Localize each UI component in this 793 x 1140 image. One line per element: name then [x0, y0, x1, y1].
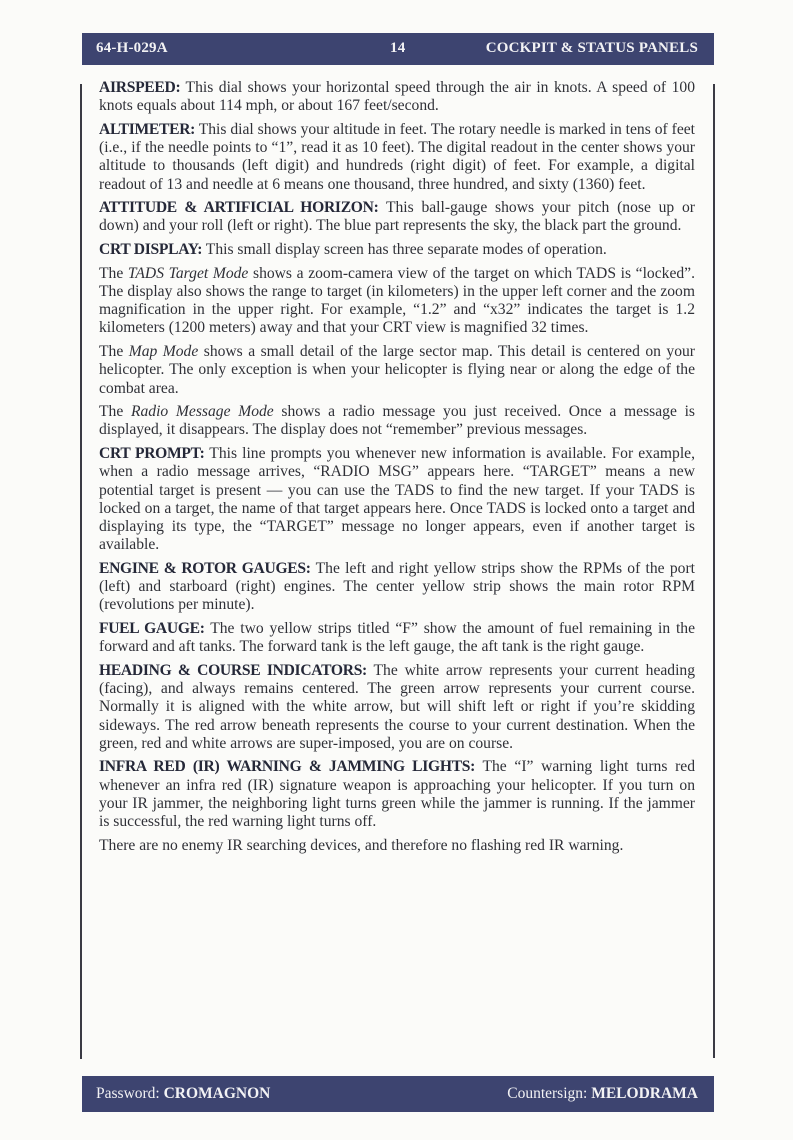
paragraph-fuel-gauge — [99, 620, 695, 656]
left-margin-rule — [80, 84, 82, 1059]
page-footer — [82, 1076, 714, 1112]
term-attitude: ATTITUDE & ARTIFICIAL HORIZON: — [99, 199, 379, 217]
paragraph-ir-warning — [99, 758, 695, 831]
mode-name-tads: TADS Target Mode — [127, 264, 249, 282]
term-airspeed: AIRSPEED: — [99, 79, 181, 96]
paragraph-tads-mode — [99, 265, 695, 338]
paragraph-text: The “I” warning light turns red whenever an infra red (IR) signature weapon is approaching your helicopter. If you turn on your IR jammer, the neighboring light turns green while the jammer is running. If the jammer is successful, the red warning light turns off. — [99, 758, 695, 831]
paragraph-text: The two yellow strips titled “F” show the amount of fuel remaining in the forward and aft tanks. The forward tank is the left gauge, the aft tank is the right gauge. — [99, 619, 696, 656]
paragraph-text: This dial shows your altitude in feet. The rotary needle is marked in tens of feet (i.e., if the needle points to “1”, read it as 10 feet). The digital readout in the center shows your altitude to thousands (left digit) and hundreds (right digit) of feet. For example, a digital readout of 13 and needle at 6 means one thousand, three hundred, and sixty (1360) feet. — [99, 120, 695, 193]
paragraph-heading-course — [99, 662, 695, 753]
password-line — [96, 1085, 270, 1103]
paragraph-lead: The — [99, 343, 129, 361]
paragraph-text: This ball-gauge shows your pitch (nose up or down) and your roll (left or right). The blue part represents the sky, the black part the ground. — [99, 199, 695, 235]
paragraph-attitude — [99, 199, 695, 235]
term-crt-prompt: CRT PROMPT: — [99, 445, 205, 463]
countersign-value: MELODRAMA — [591, 1085, 698, 1102]
paragraph-text: shows a zoom-camera view of the target on which TADS is “locked”. The display also shows the range to target (in kilometers) in the upper left corner and the zoom magnification in the upper right. For example, “1.2” and “x32” indicates the target is 1.2 kilometers (1200 meters) away and that your CRT view is magnified 32 times. — [99, 264, 695, 337]
page-header — [82, 33, 714, 65]
paragraph-text: shows a small detail of the large sector map. This detail is centered on your helicopter. The only exception is when your helicopter is flying near or along the edge of the combat area. — [99, 343, 695, 397]
paragraph-text: There are no enemy IR searching devices, and therefore no flashing red IR warning. — [99, 836, 624, 854]
paragraph-engine-rotor — [99, 560, 695, 615]
mode-name-radio: Radio Message Mode — [130, 403, 274, 421]
term-altimeter: ALTIMETER: — [99, 120, 196, 138]
term-heading-course: HEADING & COURSE INDICATORS: — [99, 661, 367, 679]
paragraph-crt-display — [99, 241, 695, 259]
mode-name-map: Map Mode — [128, 343, 199, 361]
password-label: Password: — [96, 1085, 164, 1102]
paragraph-map-mode — [99, 343, 695, 398]
countersign-label: Countersign: — [507, 1085, 592, 1102]
paragraph-radio-mode — [99, 403, 695, 439]
paragraph-lead: The — [99, 264, 128, 282]
term-ir-warning: INFRA RED (IR) WARNING & JAMMING LIGHTS: — [99, 758, 476, 776]
paragraph-text: This small display screen has three separate modes of operation. — [202, 241, 607, 259]
password-value: CROMAGNON — [163, 1085, 271, 1102]
paragraph-text: This line prompts you whenever new information is available. For example, when a radio message arrives, “RADIO MSG” appears here. “TARGET” means a new potential target is present — you can use the TADS to find the new target. If your TADS is locked on a target, the name of that target appears here. Once TADS is locked onto a target and displaying its type, the “TARGET” message no longer appears, even if another target is available. — [99, 445, 695, 554]
paragraph-lead: The — [99, 403, 131, 421]
paragraph-ir-note — [99, 837, 695, 855]
right-margin-rule — [713, 84, 715, 1058]
paragraph-text: The left and right yellow strips show the RPMs of the port (left) and starboard (right) engines. The center yellow strip shows the main rotor RPM (revolutions per minute). — [99, 559, 695, 614]
countersign-line — [507, 1085, 698, 1103]
term-crt-display: CRT DISPLAY: — [99, 241, 203, 259]
page-number: 14 — [390, 40, 406, 56]
section-title: COCKPIT & STATUS PANELS — [485, 40, 698, 56]
body-text — [99, 79, 695, 860]
term-engine-rotor: ENGINE & ROTOR GAUGES: — [99, 559, 311, 577]
term-fuel-gauge: FUEL GAUGE: — [99, 619, 205, 637]
paragraph-text: shows a radio message you just received. Once a message is displayed, it disappears. The display does not “remember” previous messages. — [99, 403, 695, 439]
paragraph-crt-prompt — [99, 445, 695, 554]
document-code: 64-H-029A — [96, 40, 168, 56]
paragraph-airspeed — [99, 79, 695, 115]
paragraph-text: This dial shows your horizontal speed through the air in knots. A speed of 100 knots equals about 114 mph, or about 167 feet/second. — [99, 79, 695, 115]
paragraph-altimeter — [99, 121, 695, 194]
paragraph-text: The white arrow represents your current heading (facing), and always remains centered. The green arrow represents your current course. Normally it is aligned with the white arrow, but will shift left or right if you’re skidding sideways. The red arrow beneath represents the course to your current destination. When the green, red and white arrows are super-imposed, you are on course. — [99, 661, 696, 752]
